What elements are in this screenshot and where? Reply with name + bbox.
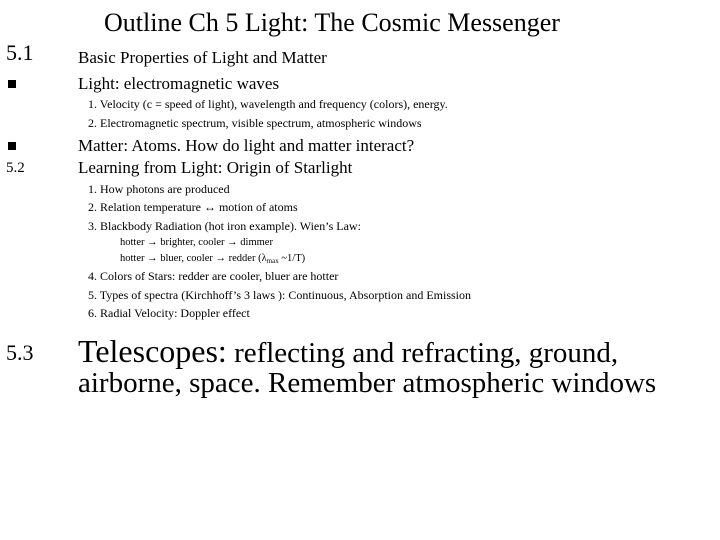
section-heading-5-2: Learning from Light: Origin of Starlight: [78, 158, 353, 177]
starlight-item-5: 5. Types of spectra (Kirchhoff’s 3 laws ): Continuous, Absorption and Emission: [88, 288, 472, 302]
wien-line-2-tail: ~1/T): [278, 253, 306, 264]
section-number-5-3: 5.3: [6, 340, 34, 365]
light-item-1: 1. Velocity (c = speed of light), wavelength and frequency (colors), energy.: [88, 97, 448, 111]
starlight-item-1: 1. How photons are produced: [88, 182, 230, 196]
section-heading-5-3-line-2: airborne, space. Remember atmospheric windows: [78, 367, 657, 399]
page-title: Outline Ch 5 Light: The Cosmic Messenger: [104, 8, 560, 37]
wien-line-2: [120, 253, 305, 265]
starlight-item-4: 4. Colors of Stars: redder are cooler, bluer are hotter: [88, 269, 339, 283]
lambda-max-subscript: max: [266, 257, 279, 265]
bullet-marker-1: [8, 80, 16, 88]
section-number-5-2: 5.2: [6, 160, 25, 176]
section-number-5-1: 5.1: [6, 40, 34, 65]
wien-line-1: hotter → brighter, cooler → dimmer: [120, 237, 273, 248]
bullet-marker-2: [8, 142, 16, 150]
light-item-2: 2. Electromagnetic spectrum, visible spectrum, atmospheric windows: [88, 116, 422, 130]
starlight-item-2: 2. Relation temperature ↔ motion of atoms: [88, 200, 298, 214]
section-heading-5-3: [78, 335, 618, 368]
telescopes-rest: reflecting and refracting, ground,: [226, 337, 619, 369]
starlight-item-3: 3. Blackbody Radiation (hot iron example). Wien’s Law:: [88, 219, 361, 233]
wien-line-2-text: hotter → bluer, cooler → redder (λ: [120, 253, 267, 264]
starlight-item-6: 6. Radial Velocity: Doppler effect: [88, 306, 250, 320]
telescopes-word: Telescopes:: [78, 333, 227, 369]
section-heading-5-1: Basic Properties of Light and Matter: [78, 48, 327, 67]
bullet-heading-light: Light: electromagnetic waves: [78, 74, 280, 93]
bullet-heading-matter: Matter: Atoms. How do light and matter interact?: [78, 136, 415, 155]
